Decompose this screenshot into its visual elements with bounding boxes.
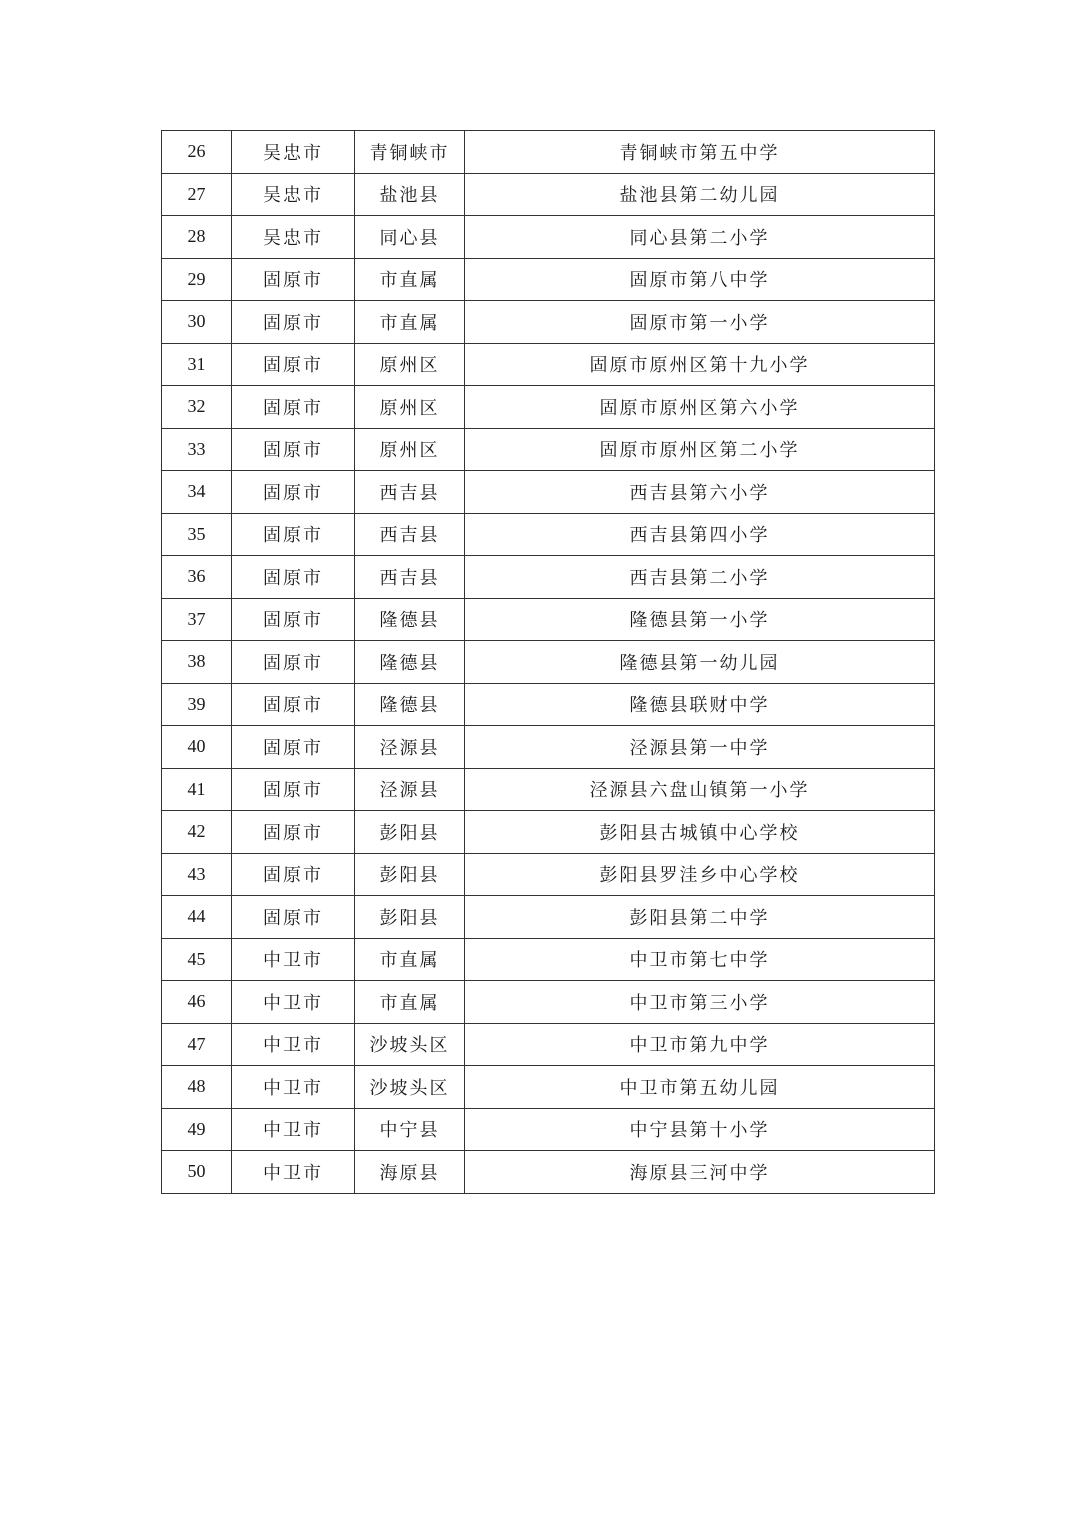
table-row	[162, 1066, 935, 1109]
school-name-cell: 固原市第八中学	[465, 258, 935, 301]
table-row	[162, 131, 935, 174]
county-cell: 沙坡头区	[355, 1066, 465, 1109]
table-row	[162, 386, 935, 429]
county-cell: 彭阳县	[355, 811, 465, 854]
county-cell: 隆德县	[355, 598, 465, 641]
city-cell: 固原市	[232, 428, 355, 471]
school-name-cell: 彭阳县古城镇中心学校	[465, 811, 935, 854]
city-cell: 吴忠市	[232, 216, 355, 259]
table-row	[162, 768, 935, 811]
school-name-cell: 中宁县第十小学	[465, 1108, 935, 1151]
school-name-cell: 中卫市第五幼儿园	[465, 1066, 935, 1109]
school-name-cell: 西吉县第四小学	[465, 513, 935, 556]
table-body	[162, 131, 935, 1194]
county-cell: 市直属	[355, 981, 465, 1024]
school-name-cell: 泾源县六盘山镇第一小学	[465, 768, 935, 811]
table-row	[162, 641, 935, 684]
table-row	[162, 598, 935, 641]
row-number: 34	[162, 471, 232, 514]
row-number: 29	[162, 258, 232, 301]
city-cell: 固原市	[232, 896, 355, 939]
city-cell: 中卫市	[232, 1151, 355, 1194]
school-name-cell: 固原市第一小学	[465, 301, 935, 344]
county-cell: 同心县	[355, 216, 465, 259]
county-cell: 沙坡头区	[355, 1023, 465, 1066]
city-cell: 固原市	[232, 768, 355, 811]
row-number: 37	[162, 598, 232, 641]
school-name-cell: 固原市原州区第六小学	[465, 386, 935, 429]
table-row	[162, 258, 935, 301]
city-cell: 中卫市	[232, 1066, 355, 1109]
table-row	[162, 1151, 935, 1194]
table-row	[162, 726, 935, 769]
city-cell: 中卫市	[232, 1023, 355, 1066]
row-number: 39	[162, 683, 232, 726]
row-number: 26	[162, 131, 232, 174]
table-row	[162, 683, 935, 726]
row-number: 44	[162, 896, 232, 939]
school-name-cell: 青铜峡市第五中学	[465, 131, 935, 174]
table-row	[162, 1108, 935, 1151]
county-cell: 西吉县	[355, 513, 465, 556]
school-name-cell: 中卫市第三小学	[465, 981, 935, 1024]
county-cell: 市直属	[355, 938, 465, 981]
table-row	[162, 216, 935, 259]
county-cell: 隆德县	[355, 641, 465, 684]
school-list-table	[161, 130, 935, 1194]
row-number: 47	[162, 1023, 232, 1066]
row-number: 45	[162, 938, 232, 981]
city-cell: 吴忠市	[232, 173, 355, 216]
city-cell: 固原市	[232, 343, 355, 386]
city-cell: 吴忠市	[232, 131, 355, 174]
school-name-cell: 中卫市第七中学	[465, 938, 935, 981]
table-row	[162, 428, 935, 471]
city-cell: 固原市	[232, 556, 355, 599]
school-name-cell: 隆德县联财中学	[465, 683, 935, 726]
school-name-cell: 海原县三河中学	[465, 1151, 935, 1194]
school-name-cell: 中卫市第九中学	[465, 1023, 935, 1066]
row-number: 32	[162, 386, 232, 429]
school-name-cell: 固原市原州区第二小学	[465, 428, 935, 471]
school-name-cell: 固原市原州区第十九小学	[465, 343, 935, 386]
school-name-cell: 盐池县第二幼儿园	[465, 173, 935, 216]
county-cell: 原州区	[355, 428, 465, 471]
school-name-cell: 西吉县第二小学	[465, 556, 935, 599]
table-row	[162, 1023, 935, 1066]
row-number: 27	[162, 173, 232, 216]
school-name-cell: 泾源县第一中学	[465, 726, 935, 769]
school-name-cell: 彭阳县罗洼乡中心学校	[465, 853, 935, 896]
row-number: 40	[162, 726, 232, 769]
table-row	[162, 173, 935, 216]
county-cell: 泾源县	[355, 726, 465, 769]
table-row	[162, 513, 935, 556]
school-name-cell: 隆德县第一小学	[465, 598, 935, 641]
table-row	[162, 811, 935, 854]
city-cell: 固原市	[232, 471, 355, 514]
row-number: 33	[162, 428, 232, 471]
county-cell: 西吉县	[355, 556, 465, 599]
city-cell: 中卫市	[232, 981, 355, 1024]
city-cell: 固原市	[232, 513, 355, 556]
row-number: 46	[162, 981, 232, 1024]
county-cell: 西吉县	[355, 471, 465, 514]
row-number: 43	[162, 853, 232, 896]
row-number: 31	[162, 343, 232, 386]
county-cell: 泾源县	[355, 768, 465, 811]
row-number: 30	[162, 301, 232, 344]
row-number: 36	[162, 556, 232, 599]
city-cell: 固原市	[232, 301, 355, 344]
county-cell: 青铜峡市	[355, 131, 465, 174]
city-cell: 中卫市	[232, 938, 355, 981]
city-cell: 固原市	[232, 683, 355, 726]
county-cell: 市直属	[355, 258, 465, 301]
county-cell: 市直属	[355, 301, 465, 344]
school-name-cell: 同心县第二小学	[465, 216, 935, 259]
row-number: 35	[162, 513, 232, 556]
city-cell: 固原市	[232, 258, 355, 301]
county-cell: 彭阳县	[355, 896, 465, 939]
row-number: 48	[162, 1066, 232, 1109]
city-cell: 固原市	[232, 386, 355, 429]
table-row	[162, 896, 935, 939]
city-cell: 固原市	[232, 853, 355, 896]
table-row	[162, 853, 935, 896]
county-cell: 原州区	[355, 343, 465, 386]
table-row	[162, 471, 935, 514]
school-name-cell: 彭阳县第二中学	[465, 896, 935, 939]
row-number: 41	[162, 768, 232, 811]
row-number: 49	[162, 1108, 232, 1151]
table-row	[162, 981, 935, 1024]
county-cell: 盐池县	[355, 173, 465, 216]
city-cell: 固原市	[232, 598, 355, 641]
county-cell: 海原县	[355, 1151, 465, 1194]
city-cell: 固原市	[232, 811, 355, 854]
table-row	[162, 556, 935, 599]
school-name-cell: 西吉县第六小学	[465, 471, 935, 514]
row-number: 28	[162, 216, 232, 259]
county-cell: 彭阳县	[355, 853, 465, 896]
school-name-cell: 隆德县第一幼儿园	[465, 641, 935, 684]
city-cell: 固原市	[232, 726, 355, 769]
table-row	[162, 938, 935, 981]
county-cell: 原州区	[355, 386, 465, 429]
row-number: 42	[162, 811, 232, 854]
table-row	[162, 343, 935, 386]
row-number: 50	[162, 1151, 232, 1194]
table-row	[162, 301, 935, 344]
city-cell: 固原市	[232, 641, 355, 684]
row-number: 38	[162, 641, 232, 684]
county-cell: 隆德县	[355, 683, 465, 726]
city-cell: 中卫市	[232, 1108, 355, 1151]
county-cell: 中宁县	[355, 1108, 465, 1151]
